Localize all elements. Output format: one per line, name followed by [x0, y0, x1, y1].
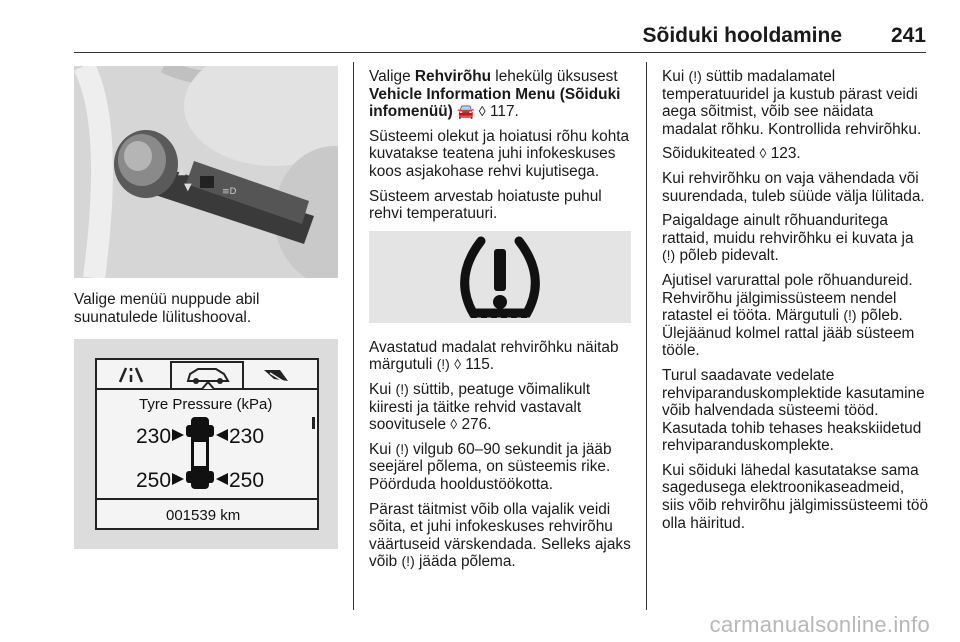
svg-text:▼: ▼: [184, 182, 192, 193]
paragraph: Kui sõiduki lähedal kasutatakse sama sagedusega elektroonikaseadmeid, siis võib rehvirõhu jälgimissüsteemi töö olla häiritud.: [662, 461, 929, 532]
svg-text:▲: ▲: [178, 166, 186, 177]
page-header: [74, 24, 926, 52]
paragraph: Valige Rehvirõhu lehekülg üksusest Vehicle Information Menu (Sõiduki infomenüü) 🚘 ◊ 117.: [369, 68, 621, 121]
car-menu-icon: 🚘: [457, 103, 475, 120]
paragraph: Kui (!) vilgub 60–90 sekundit ja jääb seejärel põlema, on süsteemis rike. Pöörduda hooldustöökotta.: [369, 440, 612, 493]
reference-icon: ◊: [450, 416, 458, 433]
front-right-pressure: 230: [229, 425, 265, 448]
paragraph: Ajutisel varurattal pole rõhuandureid. Rehvirõhu jälgimissüsteem nendel ratastel ei tööta. Märgutuli (!) põleb. Ülejäänud kolmel rattal jääb süsteem tööle.: [662, 271, 915, 360]
paragraph: Avastatud madalat rehvirõhku näitab märgutuli (!) ◊ 115.: [369, 338, 619, 374]
column-divider-2: [646, 62, 647, 610]
turn-signal-lever-photo: [74, 66, 338, 278]
tpms-warning-icon: (!): [401, 553, 415, 570]
reference-icon: ◊: [454, 356, 461, 373]
paragraph: Pärast täitmist võib olla vajalik veidi sõita, et juhi infokeskuses rehvirõhu väärtuseid värskendada. Selleks ajaks võib (!) jääda põlema.: [369, 500, 631, 571]
page-number: 241: [890, 24, 926, 47]
tpms-warning-image: [369, 231, 631, 323]
watermark-footer: carmanualsonline.info: [709, 612, 930, 637]
tpms-warning-icon: (!): [395, 440, 409, 457]
tpms-warning-icon: (!): [436, 356, 450, 373]
tpms-warning-icon: (!): [662, 247, 676, 264]
tpms-warning-icon: (!): [395, 380, 409, 397]
odometer-value: 001539 km: [166, 507, 241, 524]
paragraph: Süsteemi olekut ja hoiatusi rõhu kohta kuvatakse teatena juhi infokeskuses koos asjakohase rehvi kujutisega.: [369, 127, 630, 180]
display-title: Tyre Pressure (kPa): [139, 396, 273, 413]
column-2: [369, 68, 634, 578]
front-left-pressure: 230: [136, 425, 172, 448]
rear-right-pressure: 250: [229, 469, 265, 492]
header-rule: [74, 52, 926, 53]
column-divider-1: [353, 62, 354, 610]
tpms-warning-icon: (!): [688, 68, 702, 84]
paragraph: Sõidukiteated ◊ 123.: [662, 145, 801, 163]
photo-caption: Valige menüü nuppude abil suunatulede lülitushooval.: [74, 291, 260, 326]
paragraph: Turul saadavate vedelate rehviparanduskomplektide kasutamine võib halvendada süsteemi tööd. Kasutada tohib tehases heakskiidetud rehviparanduskomplekte.: [662, 366, 925, 455]
paragraph: Kui rehvirõhku on vaja vähendada või suurendada, tuleb süüde välja lülitada.: [662, 169, 925, 205]
tpms-warning-icon: (!): [843, 307, 857, 324]
paragraph: Kui (!) süttib madalamatel temperatuuridel ja kustub pärast veidi aega sõitmist, võib see näidata madalat rõhku. Kontrollida rehvirõhku.: [662, 68, 922, 138]
paragraph: Kui (!) süttib, peatuge võimalikult kiiresti ja täitke rehvid vastavalt soovitusele ◊ 276.: [369, 380, 591, 434]
reference-icon: ◊: [478, 103, 486, 120]
column-3: [662, 68, 930, 539]
section-title: Sõiduki hooldamine: [642, 24, 842, 47]
paragraph: Paigaldage ainult rõhuanduritega rattaid, muidu rehvirõhku ei kuvata ja (!) põleb pidevalt.: [662, 212, 914, 265]
rear-left-pressure: 250: [136, 469, 172, 492]
reference-icon: ◊: [759, 145, 767, 162]
paragraph: Süsteem arvestab hoiatuste puhul rehvi temperatuuri.: [369, 187, 602, 223]
svg-text:≡D: ≡D: [222, 187, 237, 197]
tyre-pressure-display: [74, 339, 338, 549]
